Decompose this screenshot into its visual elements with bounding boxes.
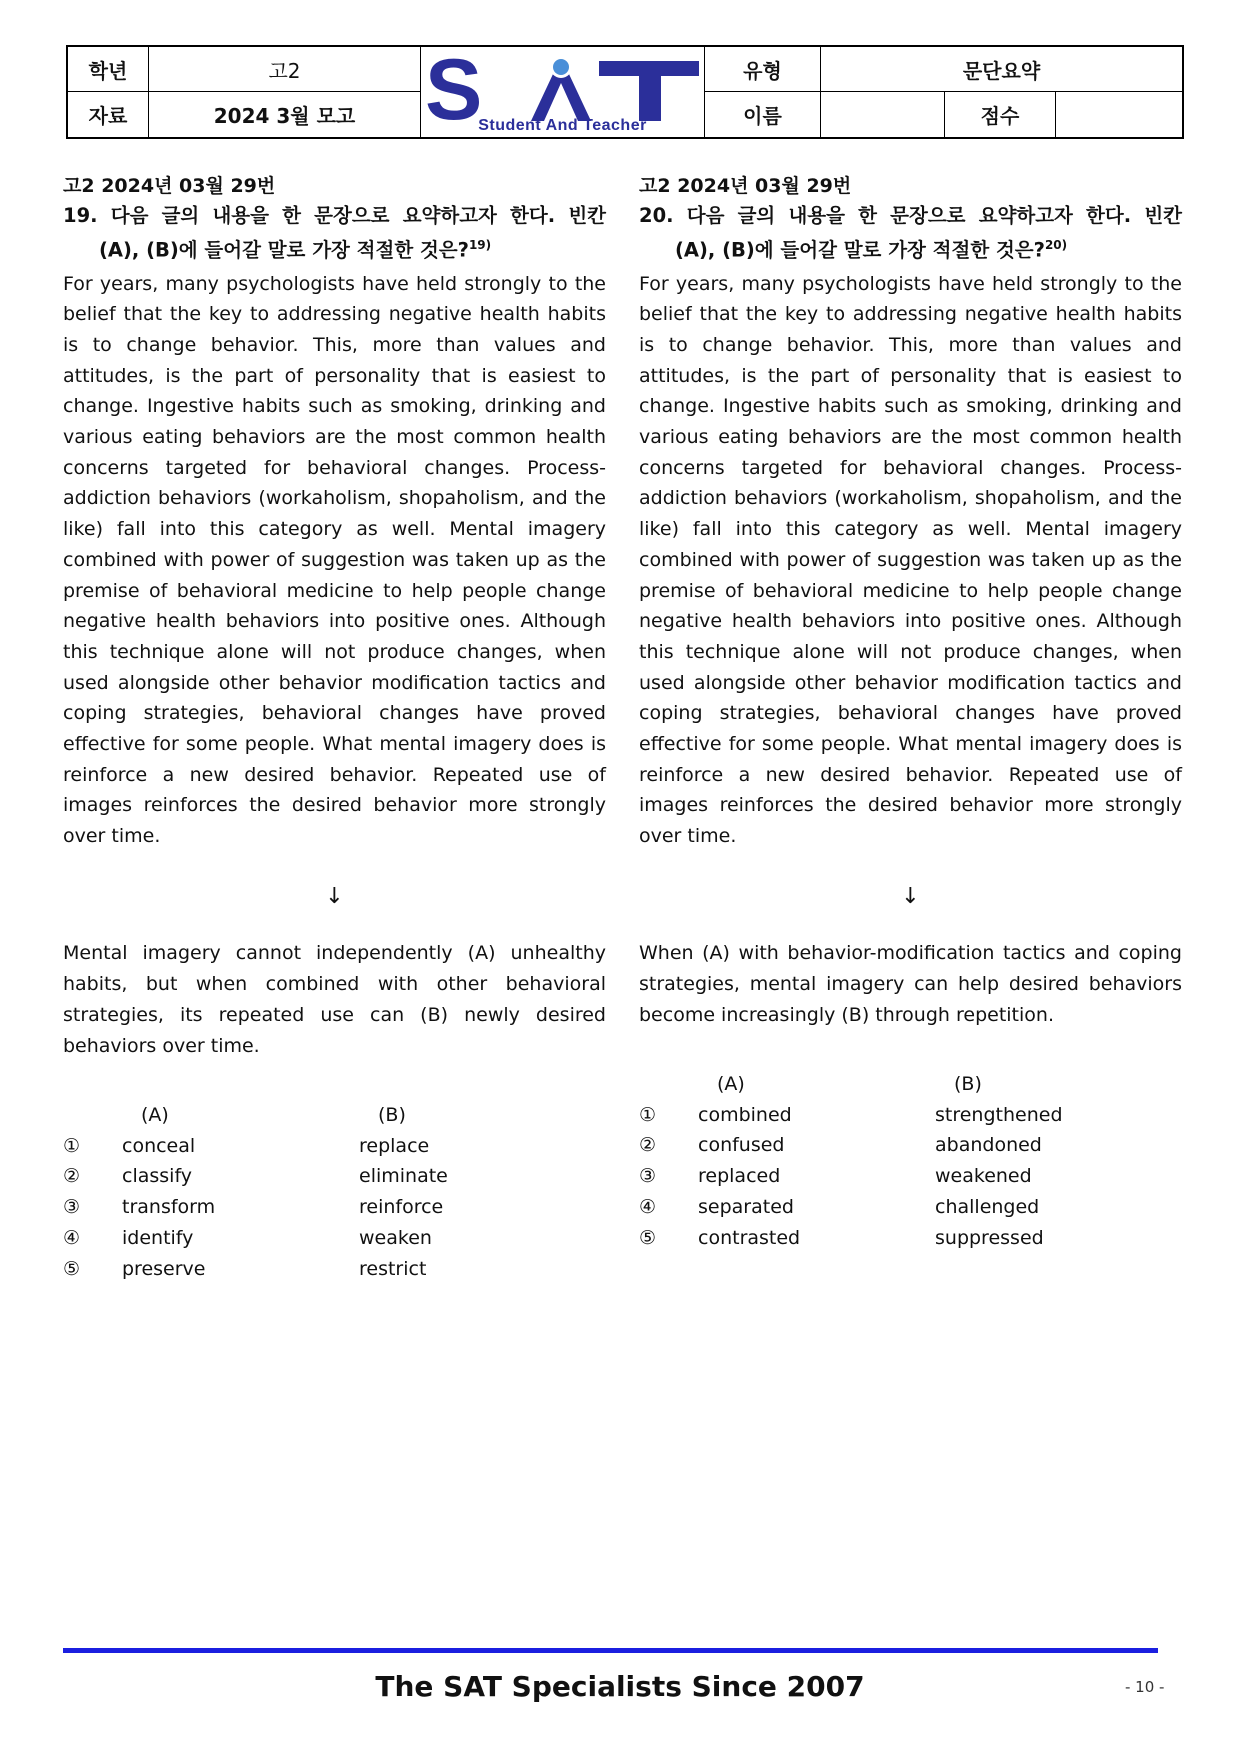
option-a: conceal [122, 1134, 196, 1157]
footer-divider [63, 1648, 1158, 1653]
option-a: classify [122, 1165, 193, 1188]
summary-sentence: Mental imagery cannot independently (A) unhealthy habits, but when combined with other behavioral strategies, its repeated use can (B) newly desired behaviors over time. [63, 941, 606, 1057]
footnote-ref: 20) [1044, 238, 1068, 252]
option-b: abandoned [935, 1134, 1042, 1157]
logo-letter-t-stem [639, 61, 661, 121]
option-a: separated [698, 1196, 794, 1219]
option-a: combined [698, 1103, 792, 1126]
name-field[interactable] [821, 92, 945, 137]
question-19 [63, 172, 606, 1285]
question-title: 19. 다음 글의 내용을 한 문장으로 요약하고자 한다. 빈칸 [63, 204, 606, 227]
option-number: ③ [63, 1196, 81, 1219]
answer-options [63, 1100, 606, 1285]
type-value: 문단요약 [821, 47, 1182, 92]
answer-option-5[interactable] [639, 1223, 1182, 1254]
column-a-header: (A) [141, 1103, 169, 1126]
option-b: eliminate [359, 1165, 448, 1188]
option-a: replaced [698, 1165, 781, 1188]
summary-sentence: When (A) with behavior-modification tactics and coping strategies, mental imagery can help desired behaviors become increasingly (B) through repetition. [639, 941, 1182, 1026]
down-arrow-icon: ↓ [901, 883, 920, 909]
answer-option-1[interactable] [63, 1131, 606, 1162]
option-number: ② [63, 1165, 81, 1188]
option-a: preserve [122, 1257, 206, 1280]
type-label: 유형 [705, 47, 821, 92]
answer-option-1[interactable] [639, 1100, 1182, 1131]
question-title-line2: (A), (B)에 들어갈 말로 가장 적절한 것은? [99, 238, 469, 262]
option-number: ⑤ [63, 1257, 81, 1280]
option-a: transform [122, 1196, 216, 1219]
options-header [639, 1069, 1182, 1100]
logo-letter-s: S [425, 47, 483, 137]
answer-option-3[interactable] [63, 1192, 606, 1223]
option-b: strengthened [935, 1103, 1063, 1126]
header-table [66, 45, 1184, 139]
option-number: ④ [639, 1196, 657, 1219]
answer-option-2[interactable] [639, 1130, 1182, 1161]
material-value: 2024 3월 모고 [149, 92, 421, 137]
option-b: restrict [359, 1257, 427, 1280]
grade-label: 학년 [68, 47, 149, 92]
options-header [63, 1100, 606, 1131]
option-number: ① [63, 1134, 81, 1157]
column-b-header: (B) [378, 1103, 406, 1126]
option-a: identify [122, 1227, 194, 1250]
score-field[interactable] [1056, 92, 1182, 137]
logo-person-dot [553, 59, 569, 75]
down-arrow-icon: ↓ [325, 883, 344, 909]
sat-logo [421, 47, 705, 137]
passage-text: For years, many psychologists have held strongly to the belief that the key to addressing negative health habits is to change behavior. This, more than values and attitudes, is the part of personality that is easiest to change. Ingestive habits such as smoking, drinking and various eating behaviors are the most common health concerns targeted for behavioral changes. Process-addiction behaviors (workaholism, shopaholism, and the like) fall into this category as well. Mental imagery combined with power of suggestion was taken up as the premise of behavioral medicine to help people change negative health behaviors into positive ones. Although this technique alone will not produce changes, when used alongside other behavior modification tactics and coping strategies, behavioral changes have proved effective for some people. What mental imagery does is reinforce a new desired behavior. Repeated use of images reinforces the desired behavior more strongly over time. [639, 272, 1182, 848]
grade-value: 고2 [149, 47, 421, 92]
option-number: ① [639, 1103, 657, 1126]
logo-subtitle: Student And Teacher [478, 117, 647, 134]
question-source: 고2 2024년 03월 29번 [639, 175, 852, 197]
column-a-header: (A) [717, 1072, 745, 1095]
score-label: 점수 [945, 92, 1056, 137]
answer-option-4[interactable] [639, 1192, 1182, 1223]
column-b-header: (B) [954, 1072, 982, 1095]
question-20 [639, 172, 1182, 1254]
option-b: weakened [935, 1165, 1032, 1188]
option-a: contrasted [698, 1226, 801, 1249]
footnote-ref: 19) [468, 238, 492, 252]
question-title-line2: (A), (B)에 들어갈 말로 가장 적절한 것은? [675, 238, 1045, 262]
option-b: suppressed [935, 1226, 1044, 1249]
option-b: challenged [935, 1196, 1040, 1219]
footer-slogan: The SAT Specialists Since 2007 [375, 1670, 865, 1703]
option-a: confused [698, 1134, 785, 1157]
answer-option-3[interactable] [639, 1161, 1182, 1192]
passage-text: For years, many psychologists have held strongly to the belief that the key to addressing negative health habits is to change behavior. This, more than values and attitudes, is the part of personality that is easiest to change. Ingestive habits such as smoking, drinking and various eating behaviors are the most common health concerns targeted for behavioral changes. Process-addiction behaviors (workaholism, shopaholism, and the like) fall into this category as well. Mental imagery combined with power of suggestion was taken up as the premise of behavioral medicine to help people change negative health behaviors into positive ones. Although this technique alone will not produce changes, when used alongside other behavior modification tactics and coping strategies, behavioral changes have proved effective for some people. What mental imagery does is reinforce a new desired behavior. Repeated use of images reinforces the desired behavior more strongly over time. [63, 272, 606, 848]
answer-options [639, 1069, 1182, 1254]
page-number: - 10 - [1125, 1678, 1165, 1696]
answer-option-4[interactable] [63, 1223, 606, 1254]
option-b: weaken [359, 1227, 432, 1250]
material-label: 자료 [68, 92, 149, 137]
question-title: 20. 다음 글의 내용을 한 문장으로 요약하고자 한다. 빈칸 [639, 204, 1182, 227]
question-title-cont [99, 231, 606, 265]
option-number: ② [639, 1134, 657, 1157]
name-label: 이름 [705, 92, 821, 137]
question-source: 고2 2024년 03월 29번 [63, 175, 276, 197]
answer-option-5[interactable] [63, 1254, 606, 1285]
option-number: ③ [639, 1165, 657, 1188]
option-b: replace [359, 1134, 430, 1157]
option-number: ④ [63, 1227, 81, 1250]
question-title-cont [675, 231, 1182, 265]
option-number: ⑤ [639, 1226, 657, 1249]
answer-option-2[interactable] [63, 1161, 606, 1192]
option-b: reinforce [359, 1196, 444, 1219]
